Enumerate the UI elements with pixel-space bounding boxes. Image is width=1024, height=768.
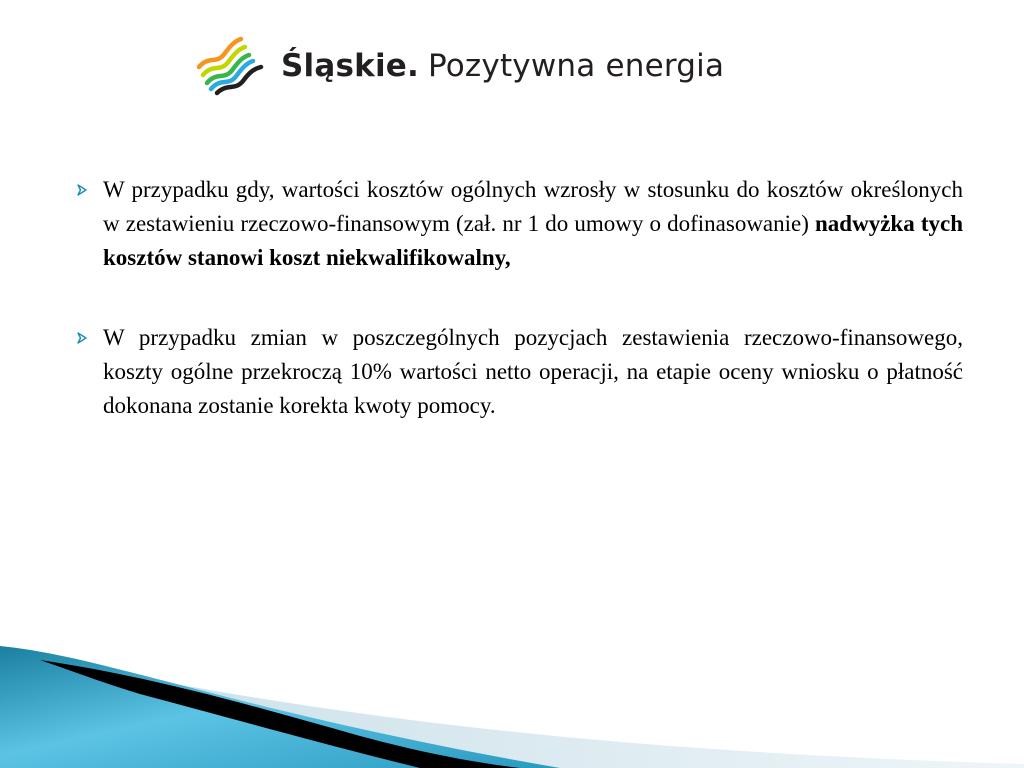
slaskie-wave-logo-icon: [195, 35, 265, 97]
bullet-item-overhead-excess: [75, 173, 963, 275]
bullet-text-regular: W przypadku zmian w poszczególnych pozycjach zestawienia rzeczowo-finansowego, koszty ogólne przekroczą 10% wartości netto operacji, na etapie oceny wniosku o płatność dokonana zostanie korekta kwoty pomocy.: [103, 325, 963, 418]
logo-wordmark: [281, 48, 724, 84]
logo-wordmark-bold: Śląskie.: [281, 48, 419, 84]
bullet-text-regular: W przypadku gdy, wartości kosztów ogólnych wzrosły w stosunku do kosztów określonych w zestawieniu rzeczowo-finansowym (zał. nr 1 do umowy o dofinasowanie): [103, 177, 963, 236]
bullet-list: [75, 173, 963, 423]
bullet-text-bold: nadwyżka tych kosztów stanowi koszt niekwalifikowalny,: [103, 211, 963, 270]
chevron-right-icon: [75, 331, 89, 345]
header-logo: [195, 34, 724, 98]
chevron-right-icon: [75, 183, 89, 197]
logo-wordmark-light: Pozytywna energia: [427, 48, 725, 84]
bullet-item-correction: [75, 321, 963, 423]
footer-swoosh-decoration: [0, 560, 1024, 768]
